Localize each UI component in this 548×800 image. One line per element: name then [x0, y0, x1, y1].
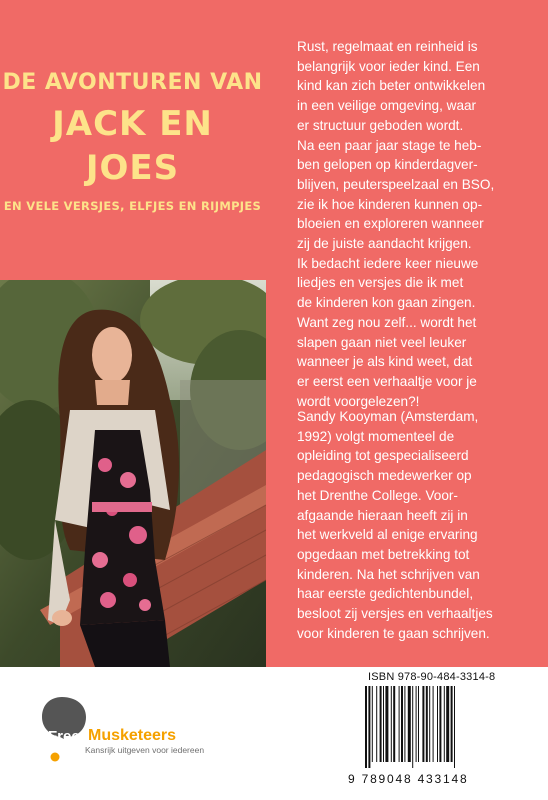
barcode-bar [372, 686, 373, 762]
blurb-paragraph-2: Sandy Kooyman (Amsterdam, 1992) volgt momenteel de opleiding tot gespecialiseerd pedagogisch medewerker op het Drenthe College. Voor- afgaande hieraan heeft zij in het werkveld al enige ervaring opgedaan met betrekking tot kinderen. Na het schrijven van haar eerste gedichtenbundel, besloot zij versjes en verhaaltjes voor kinderen te gaan schrijven. [297, 409, 493, 641]
barcode-bar [429, 686, 430, 762]
barcode-bar [426, 686, 428, 762]
title-line-2: JACK EN JOES [52, 104, 213, 188]
barcode-bar [368, 686, 370, 768]
author-photo [0, 280, 266, 667]
barcode-bar [399, 686, 400, 762]
barcode-bar [446, 686, 449, 762]
barcode-bar [418, 686, 419, 762]
barcode-bar [412, 686, 413, 768]
barcode-bar [404, 686, 405, 762]
barcode-number: 9 789048 433148 [348, 772, 469, 786]
publisher-name-musketeers: Musketeers [88, 727, 177, 744]
barcode-bar [365, 686, 367, 768]
barcode-bar [416, 686, 417, 762]
dot-icon [50, 752, 60, 762]
barcode-bar [385, 686, 388, 762]
barcode-bar [439, 686, 441, 762]
title-line-1: DE AVONTUREN VAN [2, 70, 263, 95]
barcode-bar [433, 686, 434, 762]
barcode-bar [454, 686, 455, 768]
barcode-bar [393, 686, 395, 762]
barcode-bar [437, 686, 438, 762]
barcode-bar [376, 686, 377, 762]
publisher-tagline: Kansrijk uitgeven voor iedereen [85, 745, 205, 755]
barcode-bar [451, 686, 453, 762]
barcode-bar [422, 686, 424, 762]
author-photo-illustration [0, 280, 266, 667]
barcode-bar [380, 686, 382, 762]
blurb-paragraph-1: Rust, regelmaat en reinheid is belangrijk voor ieder kind. Een kind kan zich beter ontwikkelen in een veilige omgeving, waar er structuur geboden wordt. Na een paar jaar stage te heb- ben gelopen op kinderdagver- blijven, peuterspeelzaal en BSO, zie ik hoe kinderen kunnen op- bloeien en exploreren wanneer zij de juiste aandacht krijgen. Ik bedacht iedere keer nieuwe liedjes en versjes die ik met de kinderen kon gaan zingen. Want zeg nou zelf... wordt het slapen gaan niet veel leuker wanneer je als kind weet, dat er eerst een verhaaltje voor je wordt voorgelezen?! [297, 39, 495, 409]
barcode-bar [391, 686, 392, 762]
publisher-logo [40, 697, 210, 777]
barcode [363, 686, 533, 768]
barcode-bar [383, 686, 384, 762]
barcode-bar [408, 686, 411, 762]
subtitle: EN VELE VERSJES, ELFJES EN RIJMPJES [3, 199, 262, 213]
title-block [0, 70, 265, 214]
isbn-label: ISBN 978-90-484-3314-8 [368, 671, 496, 683]
publisher-name-free: Free [48, 728, 80, 745]
barcode-bar [401, 686, 403, 762]
barcode-bar [444, 686, 445, 762]
